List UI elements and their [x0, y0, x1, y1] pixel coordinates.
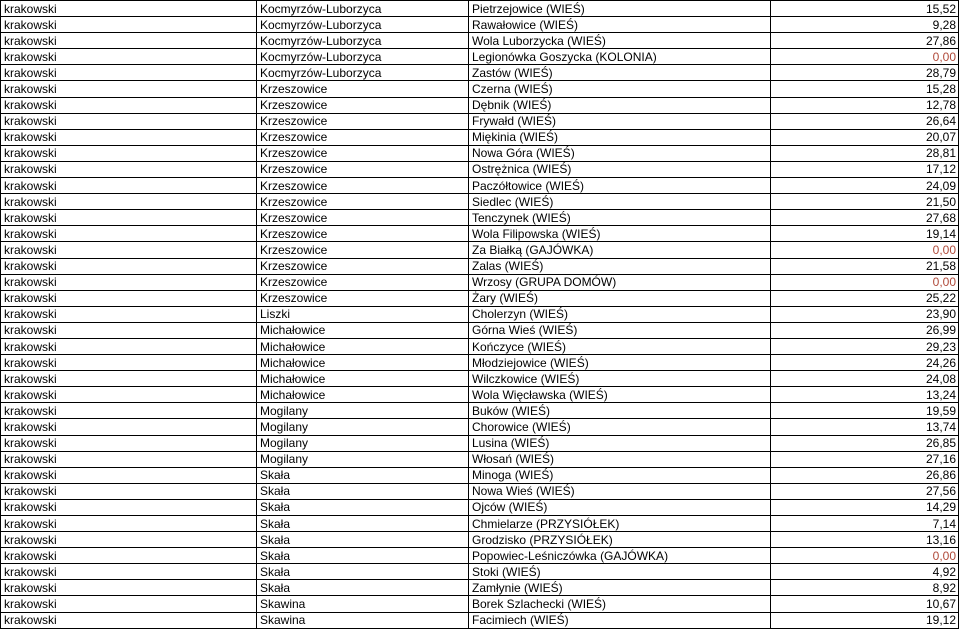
gmina-cell: Krzeszowice — [257, 242, 469, 258]
miejscowosc-cell: Stoki (WIEŚ) — [469, 564, 771, 580]
gmina-cell: Krzeszowice — [257, 274, 469, 290]
miejscowosc-cell: Chorowice (WIEŚ) — [469, 419, 771, 435]
powiat-cell: krakowski — [1, 210, 257, 226]
miejscowosc-cell: Chmielarze (PRZYSIÓŁEK) — [469, 516, 771, 532]
gmina-cell: Skała — [257, 483, 469, 499]
miejscowosc-cell: Wilczkowice (WIEŚ) — [469, 371, 771, 387]
table-row — [1, 355, 959, 371]
value-cell: 23,90 — [771, 306, 959, 322]
powiat-cell: krakowski — [1, 194, 257, 210]
table-body — [1, 1, 959, 629]
miejscowosc-cell: Zamłynie (WIEŚ) — [469, 580, 771, 596]
powiat-cell: krakowski — [1, 596, 257, 612]
gmina-cell: Krzeszowice — [257, 226, 469, 242]
value-cell: 7,14 — [771, 516, 959, 532]
gmina-cell: Michałowice — [257, 371, 469, 387]
table-row — [1, 65, 959, 81]
table-row — [1, 258, 959, 274]
value-cell: 19,14 — [771, 226, 959, 242]
value-cell: 24,09 — [771, 178, 959, 194]
value-cell: 21,58 — [771, 258, 959, 274]
miejscowosc-cell: Zastów (WIEŚ) — [469, 65, 771, 81]
table-row — [1, 499, 959, 515]
value-cell: 24,08 — [771, 371, 959, 387]
gmina-cell: Mogilany — [257, 435, 469, 451]
powiat-cell: krakowski — [1, 451, 257, 467]
table-row — [1, 274, 959, 290]
table-row — [1, 435, 959, 451]
powiat-cell: krakowski — [1, 81, 257, 97]
powiat-cell: krakowski — [1, 178, 257, 194]
table-row — [1, 129, 959, 145]
gmina-cell: Skała — [257, 499, 469, 515]
miejscowosc-cell: Frywałd (WIEŚ) — [469, 113, 771, 129]
gmina-cell: Michałowice — [257, 387, 469, 403]
gmina-cell: Skała — [257, 467, 469, 483]
miejscowosc-cell: Borek Szlachecki (WIEŚ) — [469, 596, 771, 612]
value-cell: 9,28 — [771, 17, 959, 33]
gmina-cell: Mogilany — [257, 419, 469, 435]
gmina-cell: Krzeszowice — [257, 290, 469, 306]
table-row — [1, 97, 959, 113]
miejscowosc-cell: Włosań (WIEŚ) — [469, 451, 771, 467]
miejscowosc-cell: Ostrężnica (WIEŚ) — [469, 161, 771, 177]
powiat-cell: krakowski — [1, 580, 257, 596]
powiat-cell: krakowski — [1, 17, 257, 33]
miejscowosc-cell: Tenczynek (WIEŚ) — [469, 210, 771, 226]
miejscowosc-cell: Za Białką (GAJÓWKA) — [469, 242, 771, 258]
gmina-cell: Michałowice — [257, 355, 469, 371]
miejscowosc-cell: Wola Luborzycka (WIEŚ) — [469, 33, 771, 49]
miejscowosc-cell: Wola Filipowska (WIEŚ) — [469, 226, 771, 242]
miejscowosc-cell: Rawałowice (WIEŚ) — [469, 17, 771, 33]
miejscowosc-cell: Buków (WIEŚ) — [469, 403, 771, 419]
powiat-cell: krakowski — [1, 274, 257, 290]
value-cell: 27,56 — [771, 483, 959, 499]
powiat-cell: krakowski — [1, 548, 257, 564]
miejscowosc-cell: Paczółtowice (WIEŚ) — [469, 178, 771, 194]
gmina-cell: Krzeszowice — [257, 113, 469, 129]
gmina-cell: Mogilany — [257, 451, 469, 467]
gmina-cell: Michałowice — [257, 338, 469, 354]
miejscowosc-cell: Zalas (WIEŚ) — [469, 258, 771, 274]
powiat-cell: krakowski — [1, 258, 257, 274]
gmina-cell: Krzeszowice — [257, 129, 469, 145]
value-cell: 27,86 — [771, 33, 959, 49]
value-cell: 26,85 — [771, 435, 959, 451]
value-cell: 27,68 — [771, 210, 959, 226]
gmina-cell: Krzeszowice — [257, 97, 469, 113]
table-row — [1, 306, 959, 322]
powiat-cell: krakowski — [1, 97, 257, 113]
powiat-cell: krakowski — [1, 612, 257, 628]
value-cell: 0,00 — [771, 242, 959, 258]
gmina-cell: Skała — [257, 564, 469, 580]
table-row — [1, 1, 959, 17]
table-row — [1, 532, 959, 548]
miejscowosc-cell: Miękinia (WIEŚ) — [469, 129, 771, 145]
table-row — [1, 17, 959, 33]
powiat-cell: krakowski — [1, 467, 257, 483]
gmina-cell: Skała — [257, 532, 469, 548]
powiat-cell: krakowski — [1, 499, 257, 515]
powiat-cell: krakowski — [1, 532, 257, 548]
table-row — [1, 338, 959, 354]
value-cell: 17,12 — [771, 161, 959, 177]
powiat-cell: krakowski — [1, 145, 257, 161]
table-row — [1, 210, 959, 226]
table-row — [1, 49, 959, 65]
table-row — [1, 467, 959, 483]
gmina-cell: Kocmyrzów-Luborzyca — [257, 17, 469, 33]
powiat-cell: krakowski — [1, 483, 257, 499]
powiat-cell: krakowski — [1, 226, 257, 242]
value-cell: 25,22 — [771, 290, 959, 306]
gmina-cell: Kocmyrzów-Luborzyca — [257, 65, 469, 81]
value-cell: 13,74 — [771, 419, 959, 435]
gmina-cell: Krzeszowice — [257, 178, 469, 194]
powiat-cell: krakowski — [1, 403, 257, 419]
gmina-cell: Michałowice — [257, 322, 469, 338]
value-cell: 13,16 — [771, 532, 959, 548]
powiat-cell: krakowski — [1, 419, 257, 435]
miejscowosc-cell: Górna Wieś (WIEŚ) — [469, 322, 771, 338]
powiat-cell: krakowski — [1, 290, 257, 306]
gmina-cell: Liszki — [257, 306, 469, 322]
value-cell: 15,52 — [771, 1, 959, 17]
powiat-cell: krakowski — [1, 338, 257, 354]
value-cell: 27,16 — [771, 451, 959, 467]
gmina-cell: Skawina — [257, 596, 469, 612]
powiat-cell: krakowski — [1, 161, 257, 177]
miejscowosc-cell: Facimiech (WIEŚ) — [469, 612, 771, 628]
value-cell: 0,00 — [771, 49, 959, 65]
miejscowosc-cell: Nowa Góra (WIEŚ) — [469, 145, 771, 161]
gmina-cell: Krzeszowice — [257, 194, 469, 210]
powiat-cell: krakowski — [1, 516, 257, 532]
miejscowosc-cell: Wrzosy (GRUPA DOMÓW) — [469, 274, 771, 290]
miejscowosc-cell: Nowa Wieś (WIEŚ) — [469, 483, 771, 499]
value-cell: 8,92 — [771, 580, 959, 596]
value-cell: 26,99 — [771, 322, 959, 338]
table-row — [1, 371, 959, 387]
gmina-cell: Kocmyrzów-Luborzyca — [257, 33, 469, 49]
value-cell: 20,07 — [771, 129, 959, 145]
table-row — [1, 596, 959, 612]
powiat-cell: krakowski — [1, 65, 257, 81]
gmina-cell: Skała — [257, 516, 469, 532]
powiat-cell: krakowski — [1, 564, 257, 580]
value-cell: 21,50 — [771, 194, 959, 210]
table-row — [1, 483, 959, 499]
powiat-cell: krakowski — [1, 387, 257, 403]
gmina-cell: Skała — [257, 580, 469, 596]
value-cell: 28,81 — [771, 145, 959, 161]
value-cell: 0,00 — [771, 548, 959, 564]
miejscowosc-cell: Popowiec-Leśniczówka (GAJÓWKA) — [469, 548, 771, 564]
table-row — [1, 33, 959, 49]
miejscowosc-cell: Siedlec (WIEŚ) — [469, 194, 771, 210]
powiat-cell: krakowski — [1, 355, 257, 371]
gmina-cell: Krzeszowice — [257, 81, 469, 97]
powiat-cell: krakowski — [1, 371, 257, 387]
value-cell: 0,00 — [771, 274, 959, 290]
table-row — [1, 516, 959, 532]
powiat-cell: krakowski — [1, 129, 257, 145]
powiat-cell: krakowski — [1, 113, 257, 129]
miejscowosc-cell: Lusina (WIEŚ) — [469, 435, 771, 451]
gmina-cell: Krzeszowice — [257, 145, 469, 161]
gmina-cell: Krzeszowice — [257, 258, 469, 274]
miejscowosc-cell: Młodziejowice (WIEŚ) — [469, 355, 771, 371]
miejscowosc-cell: Minoga (WIEŚ) — [469, 467, 771, 483]
value-cell: 26,86 — [771, 467, 959, 483]
powiat-cell: krakowski — [1, 242, 257, 258]
gmina-cell: Krzeszowice — [257, 161, 469, 177]
powiat-cell: krakowski — [1, 1, 257, 17]
powiat-cell: krakowski — [1, 306, 257, 322]
value-cell: 24,26 — [771, 355, 959, 371]
miejscowosc-cell: Dębnik (WIEŚ) — [469, 97, 771, 113]
value-cell: 28,79 — [771, 65, 959, 81]
table-row — [1, 564, 959, 580]
table-row — [1, 194, 959, 210]
table-row — [1, 419, 959, 435]
value-cell: 13,24 — [771, 387, 959, 403]
value-cell: 19,12 — [771, 612, 959, 628]
value-cell: 26,64 — [771, 113, 959, 129]
value-cell: 4,92 — [771, 564, 959, 580]
table-row — [1, 403, 959, 419]
powiat-cell: krakowski — [1, 435, 257, 451]
gmina-cell: Kocmyrzów-Luborzyca — [257, 1, 469, 17]
value-cell: 14,29 — [771, 499, 959, 515]
table-row — [1, 548, 959, 564]
value-cell: 19,59 — [771, 403, 959, 419]
miejscowosc-cell: Grodzisko (PRZYSIÓŁEK) — [469, 532, 771, 548]
miejscowosc-cell: Kończyce (WIEŚ) — [469, 338, 771, 354]
value-cell: 12,78 — [771, 97, 959, 113]
table-row — [1, 290, 959, 306]
miejscowosc-cell: Cholerzyn (WIEŚ) — [469, 306, 771, 322]
miejscowosc-cell: Żary (WIEŚ) — [469, 290, 771, 306]
table-row — [1, 178, 959, 194]
table-row — [1, 322, 959, 338]
miejscowosc-cell: Ojców (WIEŚ) — [469, 499, 771, 515]
miejscowosc-cell: Pietrzejowice (WIEŚ) — [469, 1, 771, 17]
powiat-cell: krakowski — [1, 33, 257, 49]
miejscowosc-cell: Wola Więcławska (WIEŚ) — [469, 387, 771, 403]
table-row — [1, 81, 959, 97]
miejscowosc-cell: Czerna (WIEŚ) — [469, 81, 771, 97]
value-cell: 10,67 — [771, 596, 959, 612]
gmina-cell: Skała — [257, 548, 469, 564]
gmina-cell: Krzeszowice — [257, 210, 469, 226]
gmina-cell: Skawina — [257, 612, 469, 628]
gmina-cell: Mogilany — [257, 403, 469, 419]
value-cell: 29,23 — [771, 338, 959, 354]
table-row — [1, 226, 959, 242]
value-cell: 15,28 — [771, 81, 959, 97]
table-row — [1, 580, 959, 596]
table-row — [1, 387, 959, 403]
miejscowosc-cell: Legionówka Goszycka (KOLONIA) — [469, 49, 771, 65]
table-row — [1, 451, 959, 467]
powiat-cell: krakowski — [1, 322, 257, 338]
table-row — [1, 145, 959, 161]
powiat-cell: krakowski — [1, 49, 257, 65]
table-row — [1, 242, 959, 258]
gmina-cell: Kocmyrzów-Luborzyca — [257, 49, 469, 65]
table-row — [1, 612, 959, 628]
table-row — [1, 113, 959, 129]
table-row — [1, 161, 959, 177]
